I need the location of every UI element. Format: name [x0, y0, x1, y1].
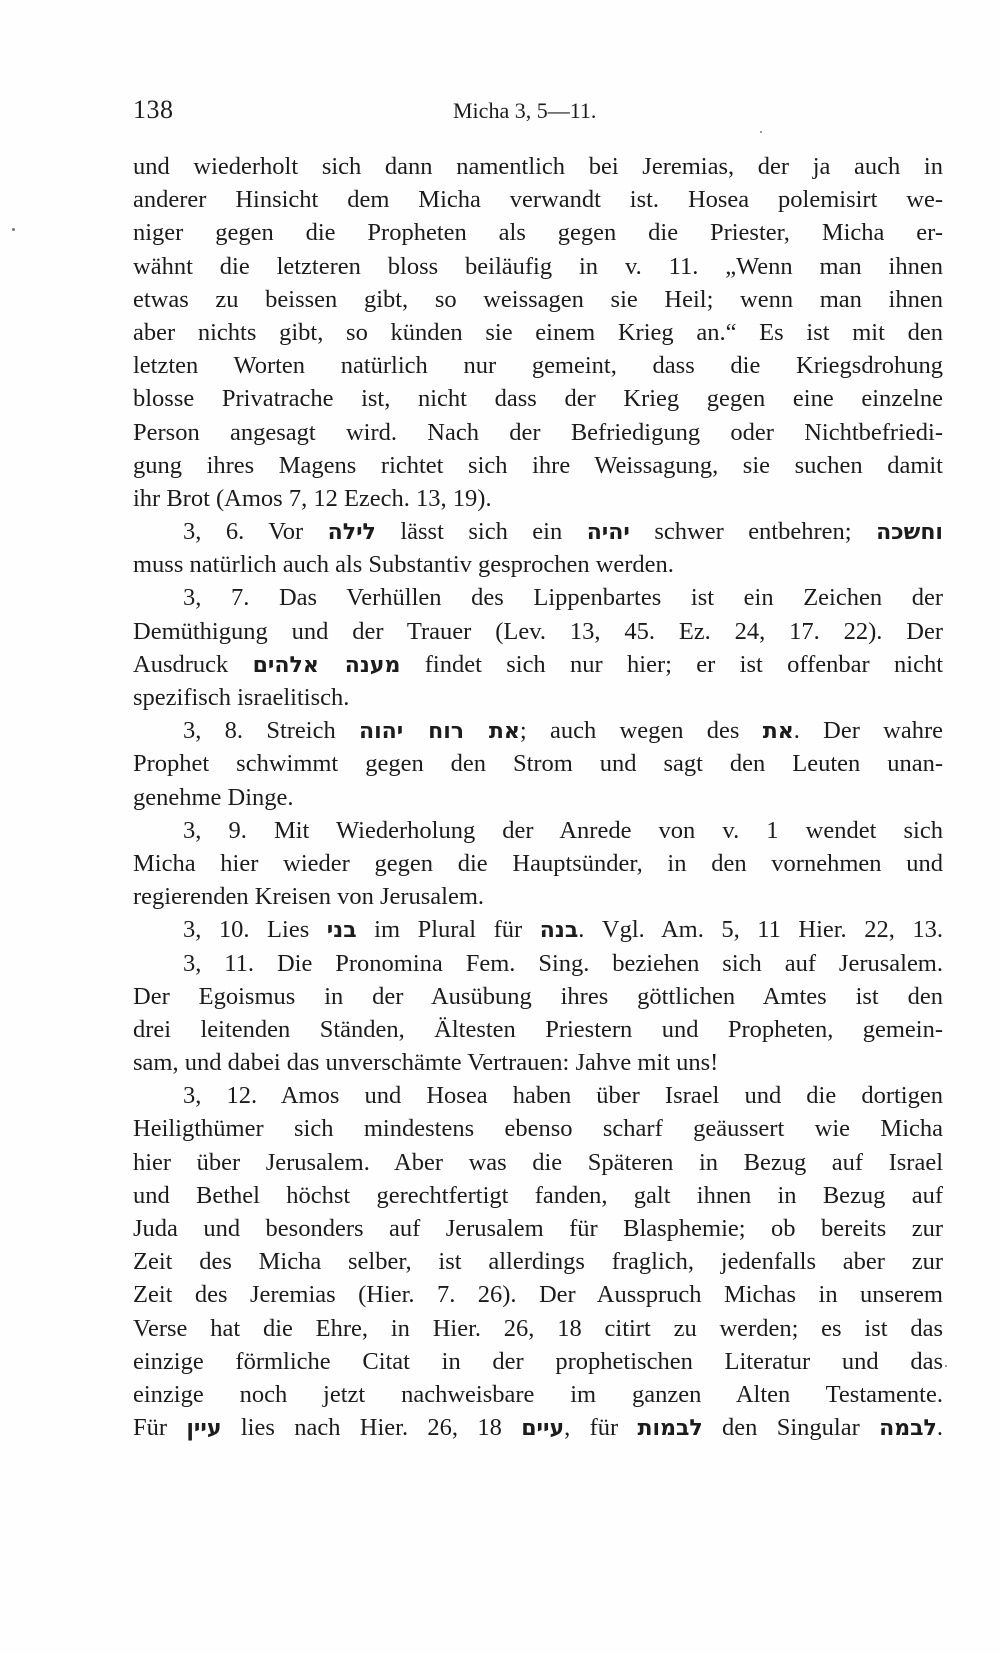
text-line: Juda und besonders auf Jerusalem für Blasphemie; ob bereits zur	[133, 1215, 943, 1242]
print-speck	[12, 228, 15, 231]
text-line: und Bethel höchst gerechtfertigt fanden, galt ihnen in Bezug auf	[133, 1181, 943, 1209]
text-line: einzige noch jetzt nachweisbare im ganzen Alten Testamente.	[133, 1380, 943, 1408]
hebrew-word: את רוח יהוה	[359, 719, 520, 745]
hebrew-word: וחשכה	[876, 520, 943, 546]
text-line: Der Egoismus in der Ausübung ihres göttlichen Amtes ist den	[133, 982, 943, 1010]
body-text	[133, 150, 943, 1444]
hebrew-word: לילה	[327, 520, 376, 546]
hebrew-word: את	[762, 719, 794, 745]
page-header	[133, 95, 943, 135]
text-line: spezifisch israelitisch.	[133, 684, 350, 711]
text-line: Person angesagt wird. Nach der Befriedigung oder Nichtbefriedi-	[133, 418, 943, 446]
text-line: Prophet schwimmt gegen den Strom und sagt den Leuten unan-	[133, 750, 943, 778]
text-line: Zeit des Jeremias (Hier. 7. 26). Der Ausspruch Michas in unserem	[133, 1281, 943, 1309]
text-line: Für עיין lies nach Hier. 26, 18 עיים, für לבמות den Singular לבמה.	[133, 1414, 943, 1442]
page-number: 138	[133, 95, 174, 124]
hebrew-word: עיין	[186, 1416, 222, 1442]
text-line: muss natürlich auch als Substantiv gesprochen werden.	[133, 551, 674, 579]
text-line: 3, 9. Mit Wiederholung der Anrede von v. 1 wendet sich	[183, 816, 943, 844]
print-speck	[760, 131, 762, 133]
text-line: ihr Brot (Amos 7, 12 Ezech. 13, 19).	[133, 484, 492, 512]
text-line: und wiederholt sich dann namentlich bei Jeremias, der ja auch in	[133, 153, 943, 180]
hebrew-word: מענה אלהים	[252, 652, 401, 678]
text-line: wähnt die letzteren bloss beiläufig in v. 11. „Wenn man ihnen	[133, 252, 943, 280]
text-line: 3, 12. Amos und Hosea haben über Israel und die dortigen	[183, 1082, 943, 1110]
text-line: etwas zu beissen gibt, so weissagen sie Heil; wenn man ihnen	[133, 285, 943, 313]
text-line: einzige förmliche Citat in der prophetischen Literatur und das	[133, 1347, 943, 1375]
text-line: sam, und dabei das unverschämte Vertrauen: Jahve mit uns!	[133, 1049, 719, 1077]
text-line: genehme Dinge.	[133, 783, 294, 811]
hebrew-word: יהיה	[586, 520, 630, 546]
text-line: aber nichts gibt, so künden sie einem Krieg an.“ Es ist mit den	[133, 318, 943, 346]
text-line: 3, 7. Das Verhüllen des Lippenbartes ist ein Zeichen der	[183, 584, 943, 612]
text-line: niger gegen die Propheten als gegen die Priester, Micha er-	[133, 219, 943, 247]
text-line: 3, 11. Die Pronomina Fem. Sing. beziehen sich auf Jerusalem.	[183, 949, 943, 977]
hebrew-word: לבמה	[879, 1416, 937, 1442]
hebrew-word: עיים	[521, 1416, 565, 1442]
text-line: 3, 6. Vor לילה lässt sich ein יהיה schwer entbehren; וחשכה	[183, 518, 943, 546]
hebrew-word: בני	[326, 918, 357, 944]
text-line: Zeit des Micha selber, ist allerdings fraglich, jedenfalls aber zur	[133, 1248, 943, 1276]
text-line: Heiligthümer sich mindestens ebenso scharf geäussert wie Micha	[133, 1115, 943, 1143]
print-speck	[945, 1365, 947, 1367]
text-line: drei leitenden Ständen, Ältesten Priestern und Propheten, gemein-	[133, 1015, 943, 1043]
text-line: hier über Jerusalem. Aber was die Späteren in Bezug auf Israel	[133, 1148, 943, 1176]
text-line: Verse hat die Ehre, in Hier. 26, 18 citirt zu werden; es ist das	[133, 1314, 943, 1342]
text-line: regierenden Kreisen von Jerusalem.	[133, 883, 485, 911]
text-line: letzten Worten natürlich nur gemeint, dass die Kriegsdrohung	[133, 352, 943, 380]
hebrew-word: לבמות	[637, 1416, 703, 1442]
text-line: Ausdruck מענה אלהים findet sich nur hier; er ist offenbar nicht	[133, 650, 943, 678]
text-line: Demüthigung und der Trauer (Lev. 13, 45. Ez. 24, 17. 22). Der	[133, 617, 943, 645]
running-title: Micha 3, 5—11.	[453, 98, 597, 123]
text-line: Micha hier wieder gegen die Hauptsünder, in den vornehmen und	[133, 849, 943, 877]
text-line: anderer Hinsicht dem Micha verwandt ist. Hosea polemisirt we-	[133, 186, 943, 214]
text-line: 3, 10. Lies בני im Plural für בנה. Vgl. Am. 5, 11 Hier. 22, 13.	[183, 916, 943, 944]
text-line: gung ihres Magens richtet sich ihre Weissagung, sie suchen damit	[133, 451, 943, 479]
text-line: 3, 8. Streich את רוח יהוה; auch wegen des את. Der wahre	[183, 717, 944, 745]
hebrew-word: בנה	[539, 918, 579, 944]
text-line: blosse Privatrache ist, nicht dass der Krieg gegen eine einzelne	[133, 385, 943, 413]
